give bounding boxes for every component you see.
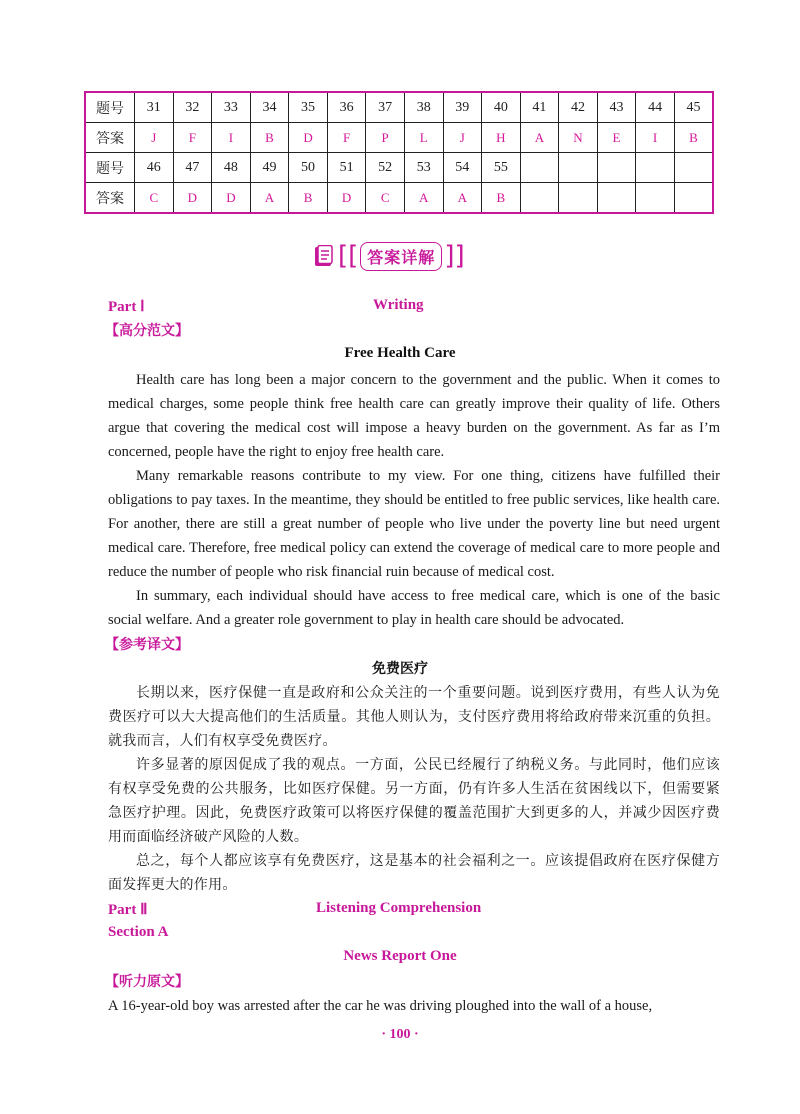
answer-table-row <box>85 183 713 214</box>
translation-paragraph-3: 总之，每个人都应该享有免费医疗，这是基本的社会福利之一。应该提倡政府在医疗保健方面发挥更大的作用。 <box>108 853 720 893</box>
answer-cell: D <box>327 183 366 214</box>
question-number-cell <box>597 153 636 183</box>
question-number-cell: 34 <box>250 92 289 123</box>
answer-cell: L <box>404 123 443 153</box>
question-number-cell: 39 <box>443 92 482 123</box>
part-1-label: Part Ⅰ <box>108 299 145 315</box>
answer-cell: D <box>289 123 328 153</box>
question-number-cell: 51 <box>327 153 366 183</box>
answer-cell: A <box>520 123 559 153</box>
part-2-title: Listening Comprehension <box>316 900 482 916</box>
row-header: 题号 <box>85 153 135 183</box>
answer-cell: C <box>366 183 405 214</box>
original-text-tag: 【听力原文】 <box>105 974 189 990</box>
question-number-cell: 48 <box>212 153 251 183</box>
translation-tag: 【参考译文】 <box>105 637 189 653</box>
answer-cell: D <box>212 183 251 214</box>
essay-paragraph-1: Health care has long been a major concern to the government and the public. When it comes to medical charges, some people think free health care can greatly improve their quality of life. Others argue that covering the medical cost will impose a heavy burden on the government. As far as I’m concerned, people have the right to enjoy free health care. <box>108 372 720 460</box>
question-number-cell: 54 <box>443 153 482 183</box>
answer-cell: D <box>173 183 212 214</box>
left-bracket: [[ <box>338 241 359 271</box>
answer-key-table <box>84 91 714 214</box>
question-number-cell: 46 <box>135 153 174 183</box>
question-number-cell: 37 <box>366 92 405 123</box>
sample-essay-tag: 【高分范文】 <box>105 323 189 339</box>
question-number-cell: 38 <box>404 92 443 123</box>
question-number-cell: 40 <box>482 92 521 123</box>
essay-paragraph-2: Many remarkable reasons contribute to my view. For one thing, citizens have fulfilled their obligations to pay taxes. In the meantime, they should be entitled to free public services, like health care. For another, there are still a great number of people who live under the poverty line but need urgent medical care. Therefore, free medical policy can extend the coverage of medical care to more people and reduce the number of people who risk financial ruin because of medical cost. <box>108 468 720 580</box>
question-number-cell <box>674 153 713 183</box>
answer-cell: B <box>674 123 713 153</box>
essay-paragraph-3: In summary, each individual should have access to free medical care, which is one of the basic social welfare. And a greater role government to play in health care should be advocated. <box>108 588 720 628</box>
answer-cell: F <box>327 123 366 153</box>
transcript-first-line: A 16-year-old boy was arrested after the car he was driving ploughed into the wall of a house, <box>108 998 653 1014</box>
question-number-cell <box>520 153 559 183</box>
right-bracket: ]] <box>444 241 465 271</box>
answer-explanation-banner <box>314 240 488 272</box>
answer-cell: N <box>559 123 598 153</box>
question-number-cell: 31 <box>135 92 174 123</box>
part-2-label: Part Ⅱ <box>108 902 148 918</box>
question-number-cell: 55 <box>482 153 521 183</box>
question-number-cell: 52 <box>366 153 405 183</box>
question-number-cell: 43 <box>597 92 636 123</box>
answer-cell: B <box>289 183 328 214</box>
row-header: 题号 <box>85 92 135 123</box>
question-number-cell: 32 <box>173 92 212 123</box>
answer-cell <box>520 183 559 214</box>
banner-title: 答案详解 <box>360 242 442 271</box>
answer-cell <box>559 183 598 214</box>
answer-cell: A <box>404 183 443 214</box>
answer-cell: A <box>443 183 482 214</box>
translation-paragraph-2: 许多显著的原因促成了我的观点。一方面，公民已经履行了纳税义务。与此同时，他们应该有权享受免费的公共服务，比如医疗保健。另一方面，仍有许多人生活在贫困线以下，但需要紧急医疗护理。因此，免费医疗政策可以将医疗保健的覆盖范围扩大到更多的人，并减少因医疗费用而面临经济破产风险的人数。 <box>108 757 720 845</box>
answer-cell: F <box>173 123 212 153</box>
question-number-cell: 36 <box>327 92 366 123</box>
section-label: Section A <box>108 924 169 940</box>
question-number-cell: 53 <box>404 153 443 183</box>
translation-paragraph-1: 长期以来，医疗保健一直是政府和公众关注的一个重要问题。说到医疗费用，有些人认为免费医疗可以大大提高他们的生活质量。其他人则认为，支付医疗费用将给政府带来沉重的负担。就我而言，人们有权享受免费医疗。 <box>108 685 720 749</box>
question-number-cell: 41 <box>520 92 559 123</box>
translation-title: 免费医疗 <box>372 661 428 677</box>
question-number-cell: 44 <box>636 92 675 123</box>
answer-table-row <box>85 153 713 183</box>
question-number-cell <box>559 153 598 183</box>
row-header: 答案 <box>85 183 135 214</box>
question-number-cell: 49 <box>250 153 289 183</box>
answer-cell: I <box>212 123 251 153</box>
answer-cell: I <box>636 123 675 153</box>
answer-cell: E <box>597 123 636 153</box>
answer-cell: A <box>250 183 289 214</box>
answer-table-row <box>85 123 713 153</box>
part-1-title: Writing <box>373 297 424 313</box>
answer-cell: P <box>366 123 405 153</box>
answer-cell: B <box>482 183 521 214</box>
answer-table-row <box>85 92 713 123</box>
news-report-title: News Report One <box>343 948 457 964</box>
question-number-cell <box>636 153 675 183</box>
document-icon <box>314 245 334 267</box>
answer-cell <box>597 183 636 214</box>
page-number: · 100 · <box>381 1027 419 1042</box>
question-number-cell: 42 <box>559 92 598 123</box>
answer-cell: B <box>250 123 289 153</box>
answer-cell: J <box>135 123 174 153</box>
question-number-cell: 47 <box>173 153 212 183</box>
question-number-cell: 35 <box>289 92 328 123</box>
answer-cell: C <box>135 183 174 214</box>
answer-cell: J <box>443 123 482 153</box>
question-number-cell: 33 <box>212 92 251 123</box>
question-number-cell: 45 <box>674 92 713 123</box>
question-number-cell: 50 <box>289 153 328 183</box>
row-header: 答案 <box>85 123 135 153</box>
answer-cell <box>636 183 675 214</box>
answer-cell <box>674 183 713 214</box>
answer-cell: H <box>482 123 521 153</box>
essay-title: Free Health Care <box>344 345 456 361</box>
